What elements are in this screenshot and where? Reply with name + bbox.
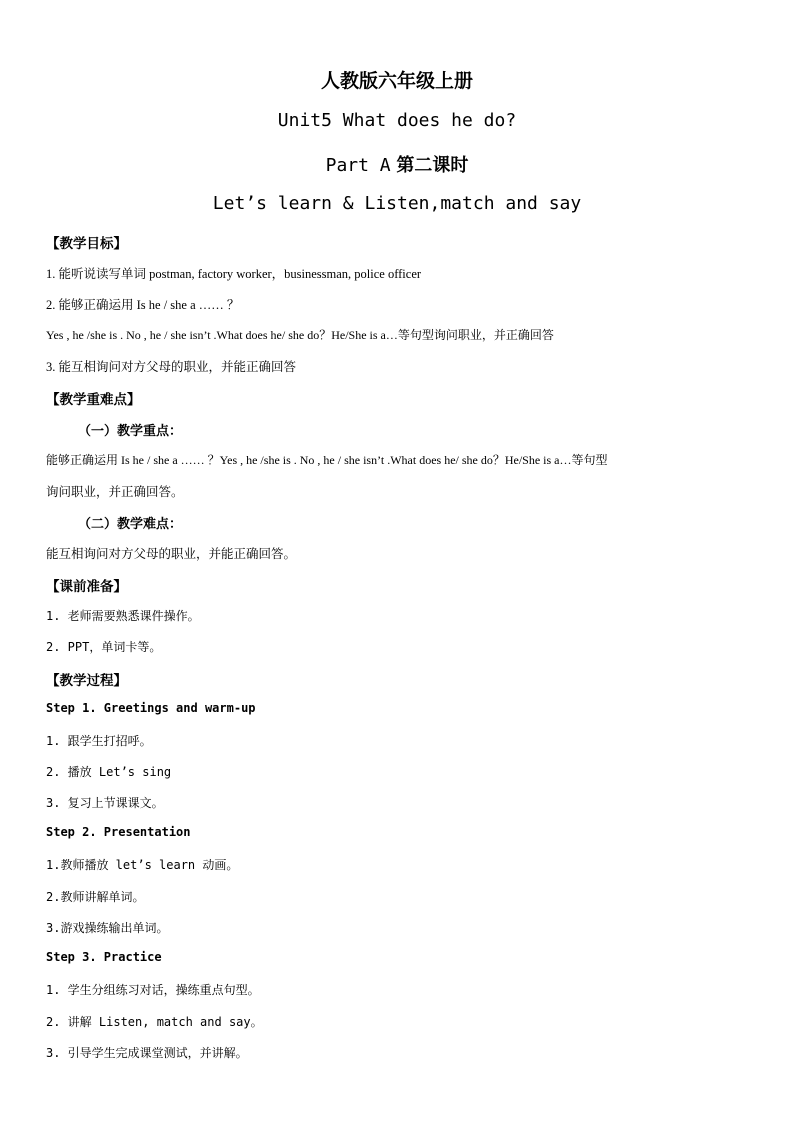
preparation-heading: 【课前准备】 [46, 579, 127, 595]
key-points-heading: 【教学重难点】 [46, 392, 141, 408]
step-3-item-1: 1. 学生分组练习对话，操练重点句型。 [46, 983, 260, 997]
key-points-text-line-2: 询问职业，并正确回答。 [46, 485, 184, 499]
part-title [0, 151, 794, 177]
objectives-heading: 【教学目标】 [46, 236, 127, 252]
step-3-heading: Step 3. Practice [46, 950, 162, 964]
preparation-item-2: 2. PPT，单词卡等。 [46, 640, 162, 654]
unit-title: Unit5 What does he do? [277, 110, 517, 131]
lesson-title: Let’s learn & Listen,match and say [212, 193, 582, 214]
objective-item-1: 1. 能听说读写单词 postman, factory worker，businessman, police officer [46, 267, 422, 281]
key-points-text-line-1: 能够正确运用 Is he / she a …… ？Yes , he /she is . No , he / she isn’t .What does he/ she do？He/She is a…等句型 [46, 453, 608, 467]
step-2-item-3: 3.游戏操练输出单词。 [46, 921, 169, 935]
process-heading: 【教学过程】 [46, 673, 127, 689]
step-2-heading: Step 2. Presentation [46, 825, 191, 839]
difficult-points-text: 能互相询问对方父母的职业，并能正确回答。 [46, 547, 297, 561]
preparation-item-1: 1. 老师需要熟悉课件操作。 [46, 609, 200, 623]
step-1-item-2: 2. 播放 Let’s sing [46, 765, 172, 779]
step-3-item-3: 3. 引导学生完成课堂测试，并讲解。 [46, 1046, 248, 1060]
step-1-heading: Step 1. Greetings and warm-up [46, 701, 256, 715]
step-1-item-3: 3. 复习上节课课文。 [46, 796, 164, 810]
difficult-points-subheading: （二）教学难点： [78, 517, 183, 532]
document-title: 人教版六年级上册 [320, 70, 473, 92]
step-1-item-1: 1. 跟学生打招呼。 [46, 734, 152, 748]
key-points-subheading: （一）教学重点： [78, 424, 183, 439]
lesson-period: 第二课时 [396, 155, 469, 176]
objective-item-2-sentences: Yes , he /she is . No , he / she isn’t .What does he/ she do？He/She is a…等句型询问职业，并正确回答 [46, 328, 554, 342]
step-2-item-1: 1.教师播放 let’s learn 动画。 [46, 858, 239, 872]
step-3-item-2: 2. 讲解 Listen, match and say。 [46, 1015, 263, 1029]
objective-item-3: 3. 能互相询问对方父母的职业，并能正确回答 [46, 360, 297, 374]
part-label: Part A [325, 155, 391, 176]
step-2-item-2: 2.教师讲解单词。 [46, 890, 145, 904]
objective-item-2: 2. 能够正确运用 Is he / she a …… ？ [46, 298, 240, 312]
